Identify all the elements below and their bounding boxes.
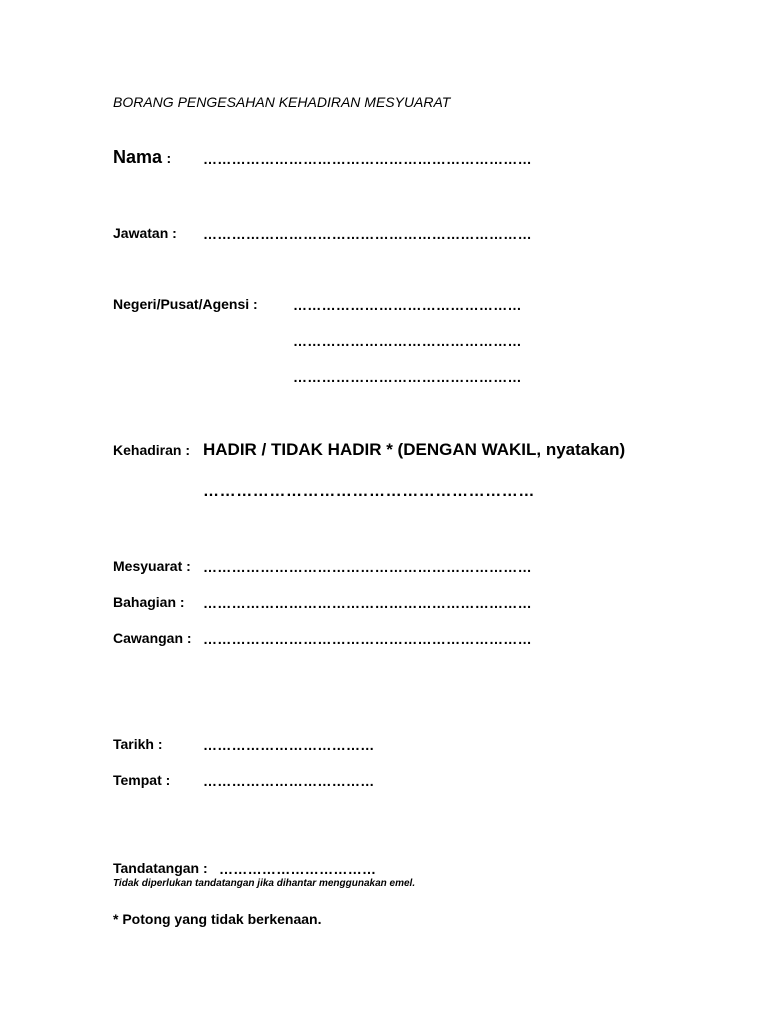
tandatangan-field[interactable]: ……………………………: [219, 861, 377, 877]
cawangan-label: Cawangan :: [113, 630, 192, 646]
bahagian-field[interactable]: ……………………………………………………………: [203, 595, 532, 611]
wakil-field[interactable]: ……………………………………………………: [203, 483, 535, 500]
nama-colon: :: [166, 150, 172, 166]
bahagian-label: Bahagian :: [113, 594, 185, 610]
mesyuarat-label: Mesyuarat :: [113, 558, 191, 574]
tarikh-label: Tarikh :: [113, 736, 163, 752]
nama-label-group: [113, 148, 171, 167]
form-title: BORANG PENGESAHAN KEHADIRAN MESYUARAT: [113, 94, 451, 110]
jawatan-field[interactable]: ……………………………………………………………: [203, 226, 532, 242]
tarikh-field[interactable]: ………………………………: [203, 737, 375, 753]
mesyuarat-field[interactable]: ……………………………………………………………: [203, 559, 532, 575]
cawangan-field[interactable]: ……………………………………………………………: [203, 631, 532, 647]
nama-field[interactable]: ……………………………………………………………: [203, 151, 532, 167]
negeri-field-3[interactable]: …………………………………………: [293, 369, 522, 385]
jawatan-label: Jawatan :: [113, 225, 177, 241]
kehadiran-options[interactable]: HADIR / TIDAK HADIR * (DENGAN WAKIL, nyatakan): [203, 440, 626, 459]
tempat-label: Tempat :: [113, 772, 171, 788]
signature-note: Tidak diperlukan tandatangan jika dihantar menggunakan emel.: [113, 878, 416, 889]
footnote: * Potong yang tidak berkenaan.: [113, 911, 322, 927]
negeri-label: Negeri/Pusat/Agensi :: [113, 296, 258, 312]
kehadiran-label: Kehadiran :: [113, 442, 191, 458]
nama-label: Nama: [113, 147, 163, 167]
negeri-field-1[interactable]: …………………………………………: [293, 297, 522, 313]
tandatangan-label: Tandatangan :: [113, 860, 208, 876]
tempat-field[interactable]: ………………………………: [203, 773, 375, 789]
negeri-field-2[interactable]: …………………………………………: [293, 333, 522, 349]
